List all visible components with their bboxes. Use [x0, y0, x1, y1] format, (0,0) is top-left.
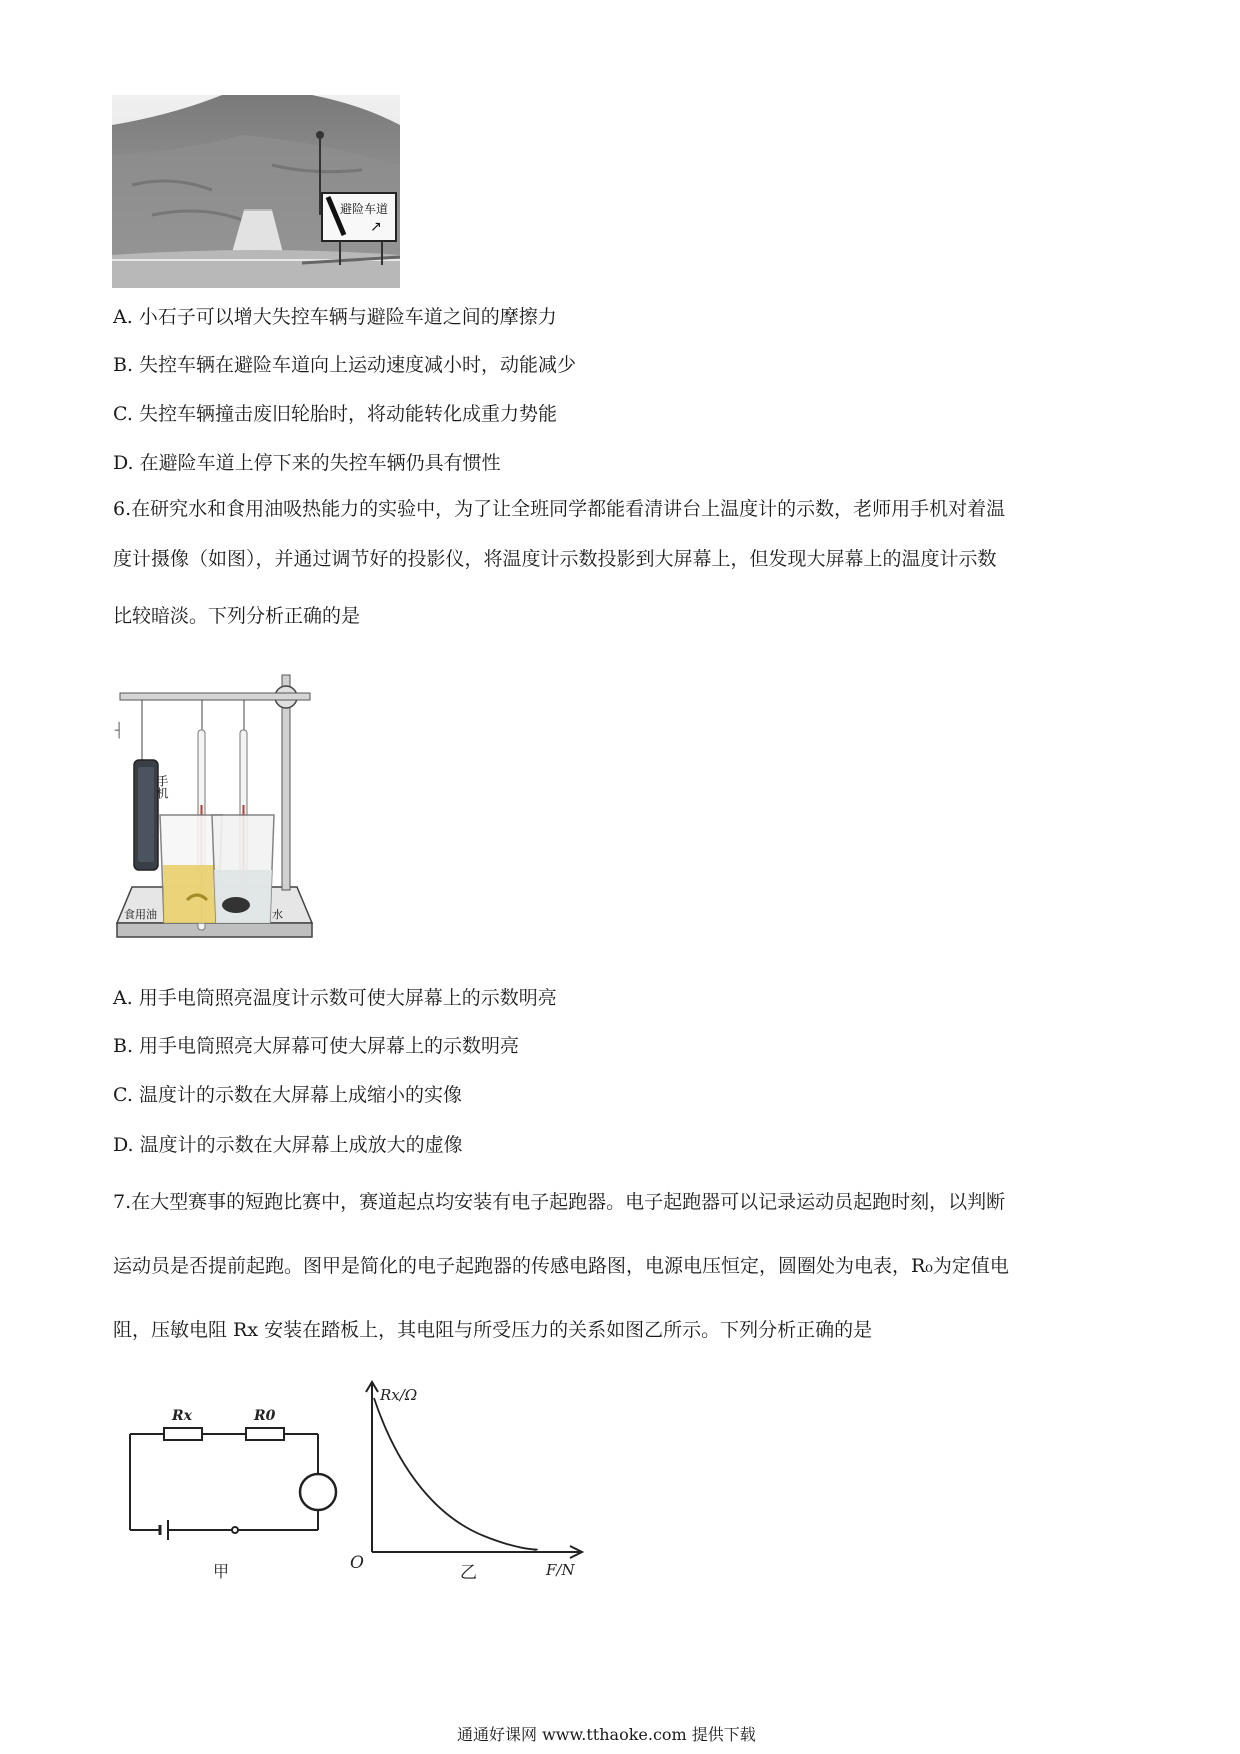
- graph-caption: 乙: [460, 1563, 477, 1583]
- q7-stem-line-1: 7.在大型赛事的短跑比赛中，赛道起点均安装有电子起跑器。电子起跑器可以记录运动员起跑时刻，以判断: [113, 1191, 1006, 1213]
- q5-option-a: A. 小石子可以增大失控车辆与避险车道之间的摩擦力: [113, 306, 557, 328]
- q5-option-d: D. 在避险车道上停下来的失控车辆仍具有惯性: [113, 452, 501, 474]
- phone-label: 手机: [155, 775, 169, 799]
- q6-option-c: C. 温度计的示数在大屏幕上成缩小的实像: [113, 1084, 462, 1106]
- q6-stem-line-2: 度计摄像（如图），并通过调节好的投影仪，将温度计示数投影到大屏幕上，但发现大屏幕上的温度计示数: [113, 548, 997, 570]
- q7-stem-line-2: 运动员是否提前起跑。图甲是简化的电子起跑器的传感电路图，电源电压恒定，圆圈处为电表，R₀为定值电: [113, 1255, 1009, 1277]
- thermometer-experiment-figure: [112, 655, 317, 953]
- q6-option-d: D. 温度计的示数在大屏幕上成放大的虚像: [113, 1134, 463, 1156]
- circuit-caption: 甲: [213, 1562, 230, 1581]
- r0-resistor: [246, 1428, 284, 1440]
- rx-resistor: [164, 1428, 202, 1440]
- q6-stem-line-3: 比较暗淡。下列分析正确的是: [113, 605, 361, 627]
- sign-text: 避险车道: [340, 202, 389, 216]
- footer-text: 通通好课网 www.tthaoke.com 提供下载: [457, 1725, 756, 1744]
- y-axis-label: Rx/Ω: [380, 1386, 418, 1404]
- rx-f-curve: [374, 1398, 537, 1550]
- q6-stem-line-1: 6.在研究水和食用油吸热能力的实验中，为了让全班同学都能看清讲台上温度计的示数，老师用手机对着温: [113, 498, 1006, 520]
- q6-option-a: A. 用手电筒照亮温度计示数可使大屏幕上的示数明亮: [113, 987, 557, 1009]
- resistance-force-graph: [344, 1378, 594, 1588]
- q6-option-b: B. 用手电筒照亮大屏幕可使大屏幕上的示数明亮: [113, 1035, 520, 1057]
- q5-option-b: B. 失控车辆在避险车道向上运动速度减小时，动能减少: [113, 354, 577, 376]
- meter-circle: [300, 1474, 336, 1510]
- origin-label: O: [350, 1553, 364, 1573]
- svg-text:┤: ┤: [115, 723, 124, 739]
- svg-text:↗: ↗: [370, 219, 382, 235]
- oil-label: 食用油: [124, 908, 157, 921]
- water-label: 水: [272, 908, 283, 921]
- circuit-diagram: [118, 1390, 348, 1585]
- switch-contact: [232, 1527, 238, 1533]
- q7-stem-line-3: 阻，压敏电阻 Rx 安装在踏板上，其电阻与所受压力的关系如图乙所示。下列分析正确的是: [113, 1319, 873, 1341]
- x-axis-label: F/N: [546, 1561, 575, 1579]
- q5-option-c: C. 失控车辆撞击废旧轮胎时，将动能转化成重力势能: [113, 403, 557, 425]
- rx-label: Rx: [172, 1408, 192, 1424]
- r0-label: R0: [254, 1408, 276, 1424]
- escape-lane-photo: [112, 95, 400, 288]
